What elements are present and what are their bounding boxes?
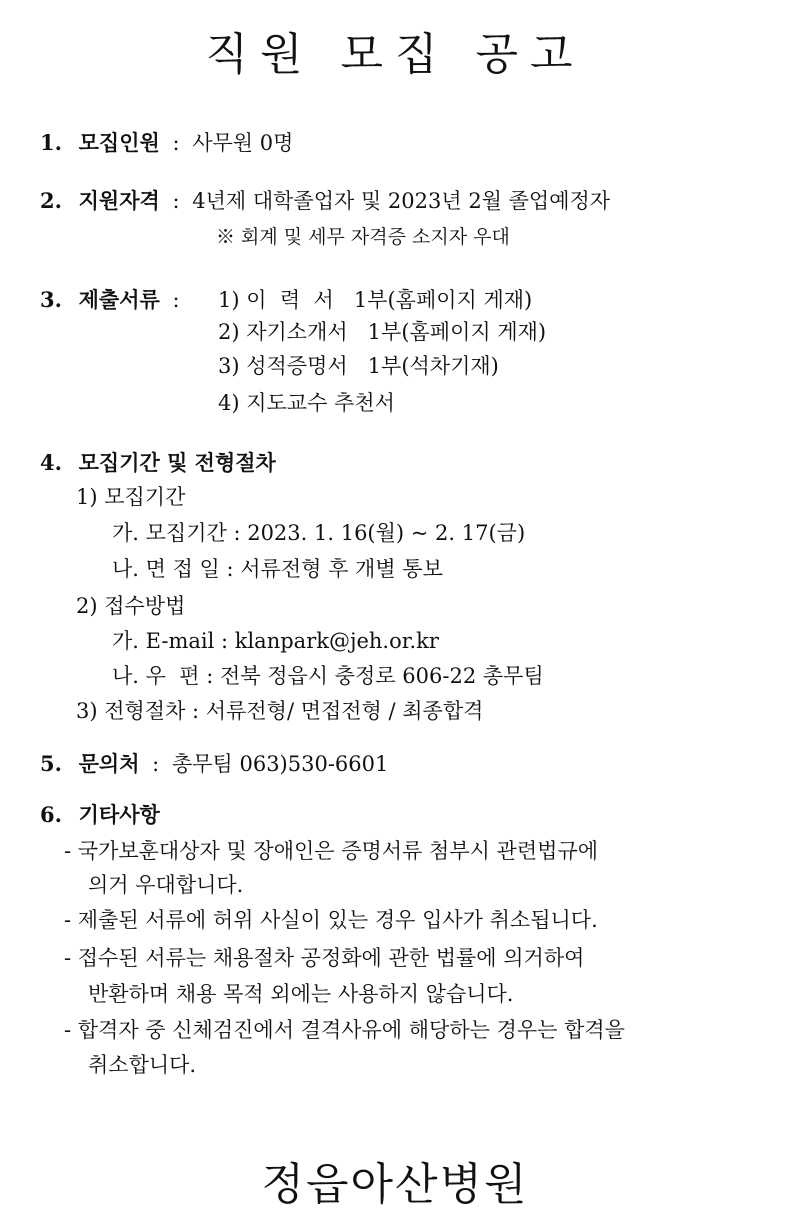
section-4 xyxy=(40,449,276,477)
section-number: 1. xyxy=(40,130,62,155)
section-heading: 모집인원 xyxy=(78,130,160,155)
email-line: 가. E-mail : klanpark@jeh.or.kr xyxy=(112,629,439,653)
section-heading: 모집기간 및 전형절차 xyxy=(78,450,276,475)
note-item: - 접수된 서류는 채용절차 공정화에 관한 법률에 의거하여 xyxy=(64,946,585,970)
section-heading: 지원자격 xyxy=(78,188,160,213)
document-item: 2) 자기소개서 1부(홈페이지 게재) xyxy=(218,320,547,344)
section-3 xyxy=(40,286,180,314)
document-item: 4) 지도교수 추천서 xyxy=(218,391,395,415)
detail-line: 나. 면 접 일 : 서류전형 후 개별 통보 xyxy=(112,557,443,581)
document-item: 1) 이 력 서 1부(홈페이지 게재) xyxy=(218,288,533,312)
section-heading: 제출서류 xyxy=(78,287,160,312)
section-number: 3. xyxy=(40,287,62,312)
note-item-continuation: 의거 우대합니다. xyxy=(88,873,244,897)
hospital-name: 정읍아산병원 xyxy=(261,1159,529,1210)
section-number: 2. xyxy=(40,188,62,213)
section-1 xyxy=(40,129,293,157)
section-number: 4. xyxy=(40,450,62,475)
section-heading: 문의처 xyxy=(78,751,140,776)
section-2 xyxy=(40,187,610,215)
qualification-note: ※ 회계 및 세무 자격증 소지자 우대 xyxy=(216,226,510,248)
note-item-continuation: 반환하며 채용 목적 외에는 사용하지 않습니다. xyxy=(88,982,514,1006)
section-heading: 기타사항 xyxy=(78,802,160,827)
subsection-heading: 3) 전형절차 : 서류전형/ 면접전형 / 최종합격 xyxy=(76,699,484,723)
separator: : xyxy=(152,752,160,776)
section-number: 6. xyxy=(40,802,62,827)
note-item: - 제출된 서류에 허위 사실이 있는 경우 입사가 취소됩니다. xyxy=(64,908,598,932)
mail-line: 나. 우 편 : 전북 정읍시 충정로 606-22 총무팀 xyxy=(112,664,544,688)
note-item-continuation: 취소합니다. xyxy=(88,1053,197,1077)
subsection-heading: 1) 모집기간 xyxy=(76,485,186,509)
section-5 xyxy=(40,750,388,778)
page-title: 직원 모집 공고 xyxy=(205,29,585,80)
section-number: 5. xyxy=(40,751,62,776)
section-text: 4년제 대학졸업자 및 2023년 2월 졸업예정자 xyxy=(192,189,611,213)
detail-line: 가. 모집기간 : 2023. 1. 16(월) ~ 2. 17(금) xyxy=(112,521,526,545)
document-item: 3) 성적증명서 1부(석차기재) xyxy=(218,354,499,378)
subsection-heading: 2) 접수방법 xyxy=(76,594,186,618)
section-text: 사무원 0명 xyxy=(192,131,294,155)
section-text: 총무팀 063)530-6601 xyxy=(171,752,389,776)
separator: : xyxy=(172,189,180,213)
section-6 xyxy=(40,801,160,829)
note-item: - 국가보훈대상자 및 장애인은 증명서류 첨부시 관련법규에 xyxy=(64,839,599,863)
note-item: - 합격자 중 신체검진에서 결격사유에 해당하는 경우는 합격을 xyxy=(64,1018,625,1042)
separator: : xyxy=(172,288,180,312)
separator: : xyxy=(172,131,180,155)
